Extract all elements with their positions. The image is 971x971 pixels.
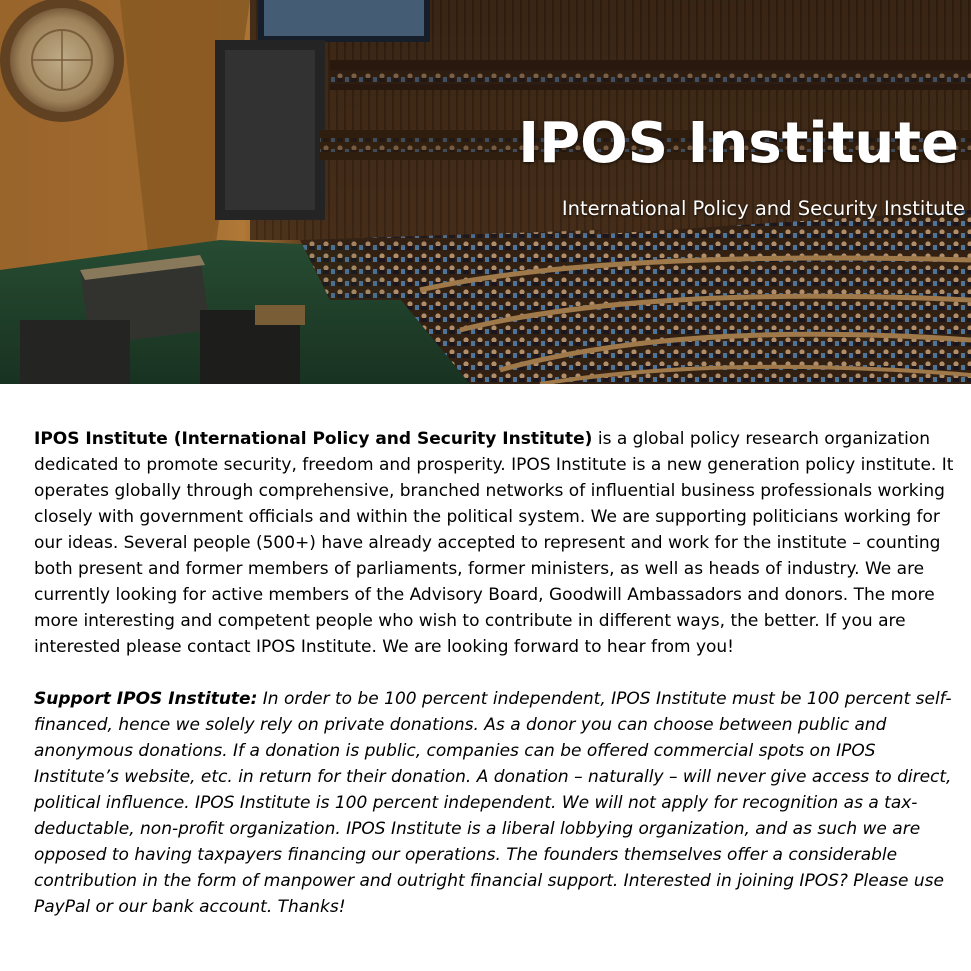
support-paragraph: [34, 686, 959, 920]
intro-body: is a global policy research organization dedicated to promote security, freedom and prosperity. IPOS Institute is a new generation policy institute. It operates globally through comprehensive, branched networks of influential business professionals working closely with government officials and within the political system. We are supporting politicians working for our ideas. Several people (500+) have already accepted to represent and work for the institute – counting both present and former members of parliaments, former ministers, as well as heads of industry. We are currently looking for active members of the Advisory Board, Goodwill Ambassadors and donors. The more more interesting and competent people who wish to contribute in different ways, the better. If you are interested please contact IPOS Institute. We are looking forward to hear from you!: [34, 429, 954, 657]
site-subtitle: International Policy and Security Institute: [561, 197, 965, 220]
assembly-hall-photo: [0, 0, 971, 384]
intro-paragraph: [34, 426, 959, 660]
support-body: In order to be 100 percent independent, IPOS Institute must be 100 percent self-financed, hence we solely rely on private donations. As a donor you can choose between public and anonymous donations. If a donation is public, companies can be offered commercial spots on IPOS Institute’s website, etc. in return for their donation. A donation – naturally – will never give access to direct, political influence. IPOS Institute is 100 percent independent. We will not apply for recognition as a tax-deductable, non-profit organization. IPOS Institute is a liberal lobbying organization, and as such we are opposed to having taxpayers financing our operations. The founders themselves offer a considerable contribution in the form of manpower and outright financial support. Interested in joining IPOS? Please use PayPal or our bank account. Thanks!: [34, 689, 952, 917]
intro-lead: IPOS Institute (International Policy and Security Institute): [34, 429, 593, 449]
header-banner: [0, 0, 971, 384]
main-content: [34, 426, 959, 920]
support-lead: Support IPOS Institute:: [34, 689, 258, 709]
site-title: IPOS Institute: [518, 111, 959, 176]
